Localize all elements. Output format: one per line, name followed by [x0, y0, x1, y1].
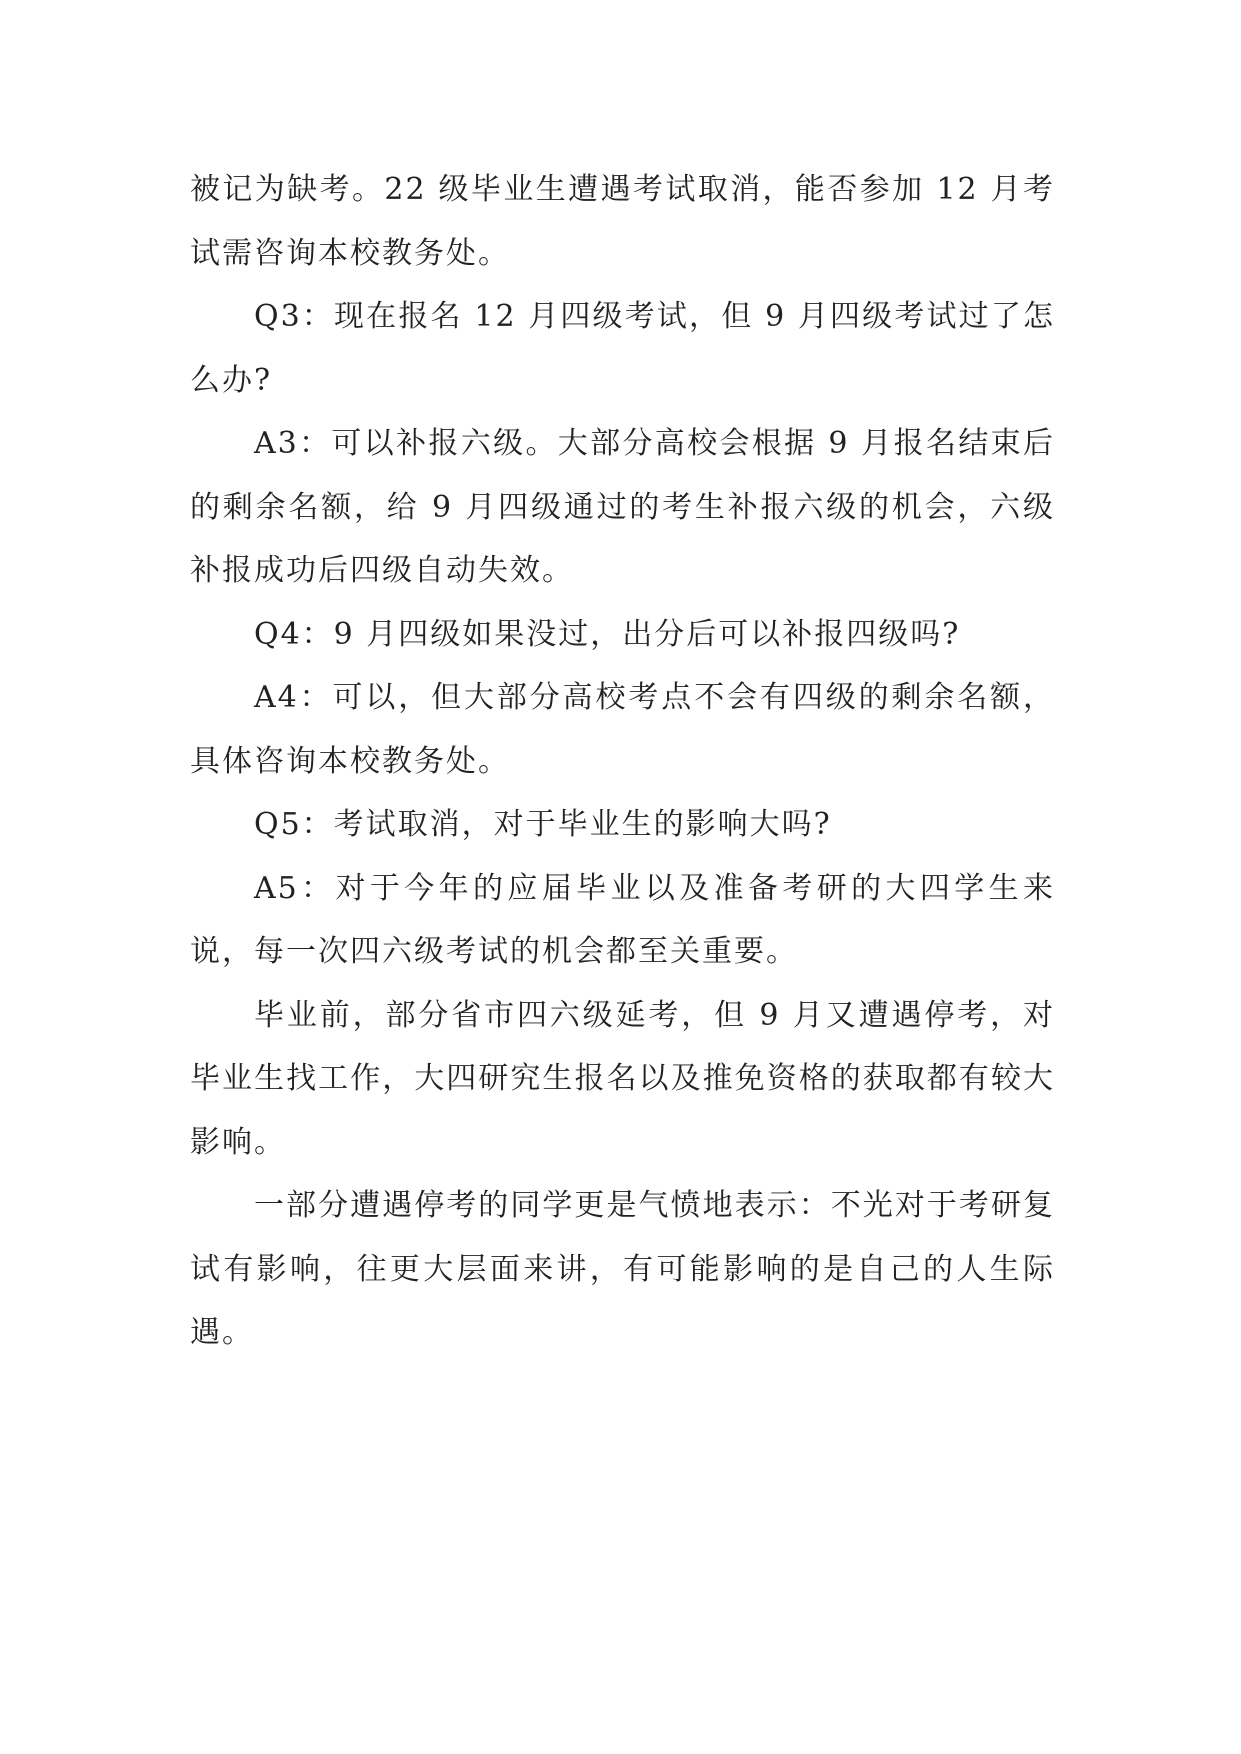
paragraph-continuation: 被记为缺考。22 级毕业生遭遇考试取消，能否参加 12 月考试需咨询本校教务处。	[190, 172, 1055, 271]
paragraph-q5: Q5：考试取消，对于毕业生的影响大吗?	[254, 807, 832, 842]
paragraph-a4: A4：可以，但大部分高校考点不会有四级的剩余名额，具体咨询本校教务处。	[190, 680, 1055, 779]
paragraph-a5: A5：对于今年的应届毕业以及准备考研的大四学生来说，每一次四六级考试的机会都至关重要。	[190, 870, 1055, 969]
paragraph-q4: Q4：9 月四级如果没过，出分后可以补报四级吗?	[254, 616, 961, 652]
paragraph-a3: A3：可以补报六级。大部分高校会根据 9 月报名结束后的剩余名额，给 9 月四级通过的考生补报六级的机会，六级补报成功后四级自动失效。	[190, 426, 1055, 588]
paragraph-graduation-impact: 毕业前，部分省市四六级延考，但 9 月又遭遇停考，对毕业生找工作，大四研究生报名以及推免资格的获取都有较大影响。	[190, 997, 1055, 1160]
paragraph-q3: Q3：现在报名 12 月四级考试，但 9 月四级考试过了怎么办?	[190, 299, 1055, 398]
paragraph-student-reaction: 一部分遭遇停考的同学更是气愤地表示：不光对于考研复试有影响，往更大层面来讲，有可能影响的是自己的人生际遇。	[190, 1188, 1055, 1350]
document-body	[190, 158, 1055, 1365]
